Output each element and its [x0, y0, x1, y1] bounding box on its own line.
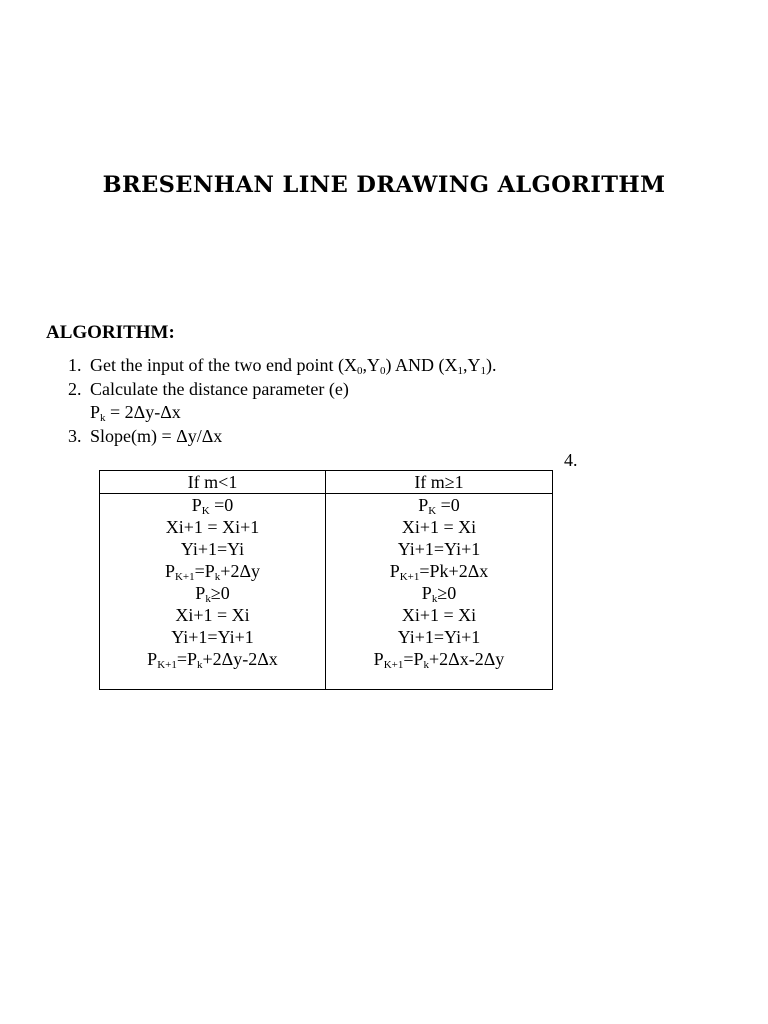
table-cell-line [100, 626, 325, 648]
step-text: Calculate the distance parameter (e) [90, 378, 349, 399]
cell-text: ≥0 [437, 583, 457, 603]
table-cell-line [100, 648, 325, 670]
cell-text: P [191, 495, 202, 515]
table-cell-line [100, 516, 325, 538]
cell-text: P [164, 561, 175, 581]
cell-text: Xi+1 = Xi [175, 605, 250, 625]
cell-text: =P [403, 649, 424, 669]
subscript: 1 [457, 365, 463, 377]
cell-text: =Pk+2Δx [419, 561, 489, 581]
cell-text: P [421, 583, 432, 603]
step-text: ) AND (X [385, 355, 458, 375]
subscript: k [100, 412, 106, 424]
table-cell-line [326, 582, 552, 604]
step-text: ,Y [462, 355, 481, 375]
table-cell-line [326, 560, 552, 582]
cell-text: =0 [436, 495, 460, 515]
step-text: ). [485, 355, 497, 375]
subscript: K [201, 505, 210, 517]
cell-text: Yi+1=Yi+1 [171, 627, 254, 647]
cell-text: Xi+1 = Xi+1 [165, 517, 260, 537]
step-1 [68, 354, 496, 378]
step-text: Get the input of the two end point (X [90, 355, 357, 375]
step-number: 1. [68, 355, 82, 375]
cell-text: Yi+1=Yi+1 [397, 627, 481, 647]
cell-text: +2Δy-2Δx [202, 649, 278, 669]
table-cell-line [326, 516, 552, 538]
step-4-number: 4. [564, 450, 578, 470]
cell-text: Yi+1=Yi [180, 539, 245, 559]
table-cell-line [100, 560, 325, 582]
table-cell-line [326, 626, 552, 648]
subscript: 0 [379, 365, 386, 377]
subscript: k [205, 593, 211, 605]
cell-text: Xi+1 = Xi [401, 517, 477, 537]
formula-text: P [90, 402, 101, 422]
page-title: BRESENHAN LINE DRAWING ALGORITHM [102, 172, 666, 198]
header-m-greater-equal-1: If m≥1 [326, 471, 553, 494]
table-cell-line [326, 538, 552, 560]
step-number: 2. [68, 378, 82, 399]
formula-text: = 2Δy-Δx [105, 402, 181, 422]
table-cell-line [100, 604, 325, 626]
subscript: k [214, 571, 221, 583]
table-row [100, 494, 553, 690]
left-column-cell [100, 494, 326, 690]
cell-text: +2Δx-2Δy [429, 649, 505, 669]
cell-text: P [147, 649, 158, 669]
cell-text: P [373, 649, 384, 669]
table-cell-line [100, 538, 325, 560]
cell-text: +2Δy [220, 561, 261, 581]
cell-text: P [195, 583, 206, 603]
subscript: k [431, 593, 438, 605]
subscript: 1 [480, 365, 486, 377]
header-m-less-than-1: If m<1 [100, 471, 326, 494]
cell-text: =0 [209, 495, 234, 515]
step-text: ,Y [362, 355, 380, 375]
subscript: K [428, 505, 437, 517]
cell-text: P [389, 561, 400, 581]
step-text: Slope(m) = Δy/Δx [90, 425, 223, 446]
right-column-cell [326, 494, 553, 690]
table-cell-line [326, 648, 552, 670]
subscript: 0 [356, 365, 363, 377]
table-header-row [100, 471, 553, 494]
decision-table [99, 470, 553, 690]
cell-text: Yi+1=Yi+1 [397, 539, 481, 559]
cell-text: P [418, 495, 429, 515]
step-3 [68, 425, 496, 449]
subscript: K+1 [157, 659, 177, 671]
subscript: K+1 [383, 659, 404, 671]
table-cell-line [326, 494, 552, 516]
subscript: K+1 [399, 571, 420, 583]
table-cell-line [100, 582, 325, 604]
step-2-formula [68, 401, 496, 425]
step-number: 3. [68, 425, 82, 446]
cell-text: ≥0 [210, 583, 230, 603]
subscript: k [423, 659, 430, 671]
cell-text: =P [194, 561, 215, 581]
subscript: K+1 [174, 571, 195, 583]
algorithm-steps [68, 354, 496, 448]
table-cell-line [326, 604, 552, 626]
step-2 [68, 378, 496, 402]
table-cell-line [100, 494, 325, 516]
cell-text: Xi+1 = Xi [401, 605, 477, 625]
subscript: k [197, 659, 203, 671]
cell-text: =P [176, 649, 198, 669]
section-heading: ALGORITHM: [46, 322, 175, 343]
